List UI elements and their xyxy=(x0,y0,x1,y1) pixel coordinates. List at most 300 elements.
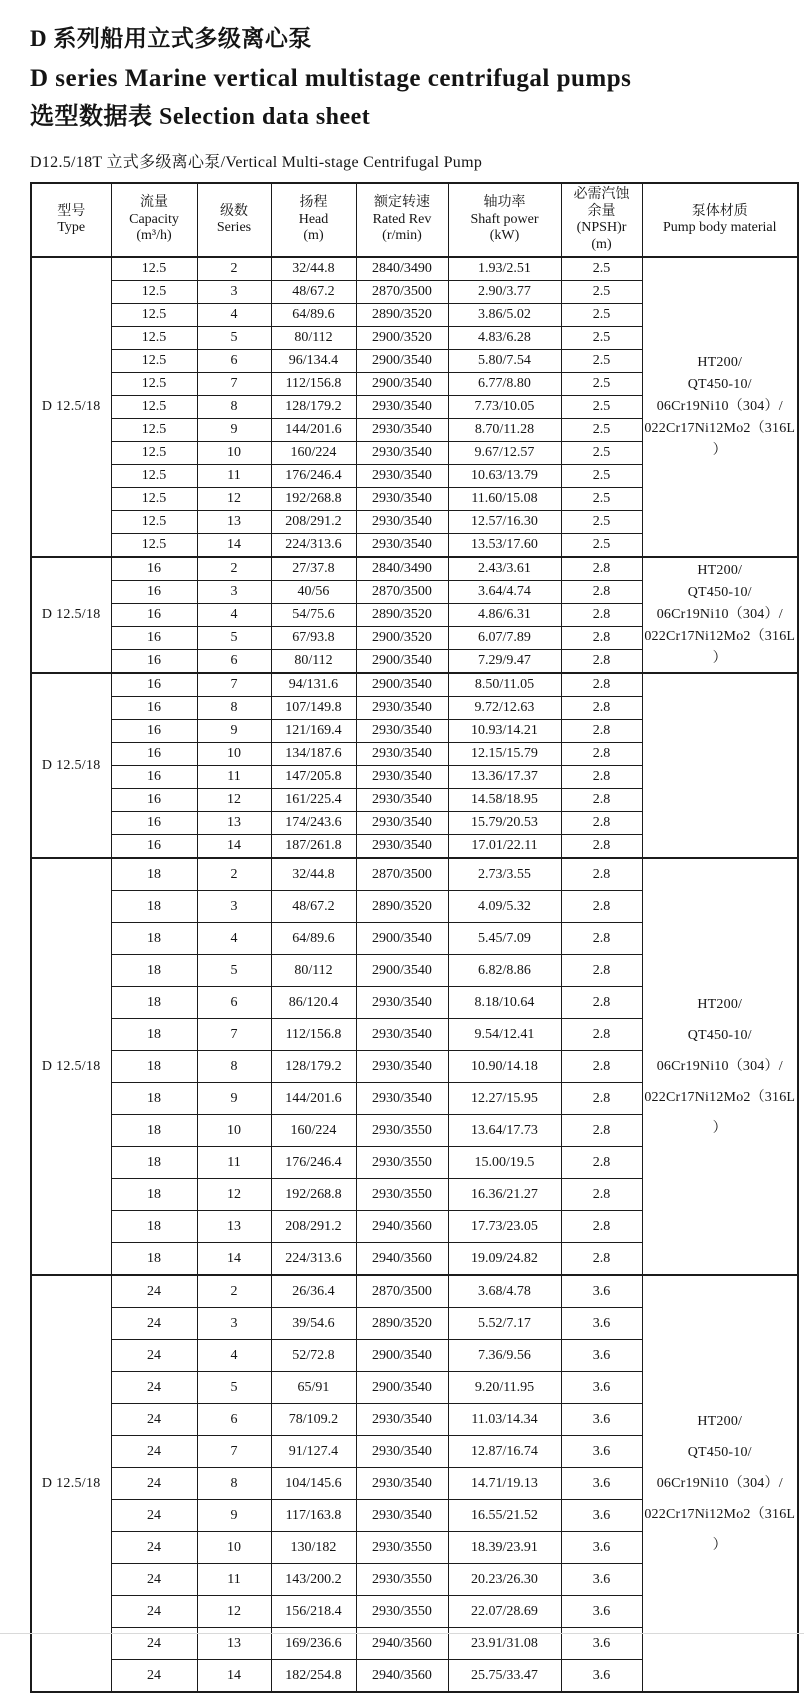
cell-series: 5 xyxy=(197,955,271,987)
cell-shaft-power: 4.83/6.28 xyxy=(448,327,561,350)
cell-capacity: 12.5 xyxy=(111,327,197,350)
material-line: HT200/ xyxy=(697,355,743,370)
cell-capacity: 12.5 xyxy=(111,488,197,511)
cell-rated-rev: 2930/3540 xyxy=(356,1468,448,1500)
cell-shaft-power: 15.79/20.53 xyxy=(448,812,561,835)
cell-series: 11 xyxy=(197,465,271,488)
cell-shaft-power: 22.07/28.69 xyxy=(448,1596,561,1628)
pump-type-cell: D 12.5/18 xyxy=(31,557,111,673)
cell-shaft-power: 3.68/4.78 xyxy=(448,1275,561,1308)
cell-series: 12 xyxy=(197,488,271,511)
pump-type-cell: D 12.5/18 xyxy=(31,858,111,1275)
cell-shaft-power: 12.87/16.74 xyxy=(448,1436,561,1468)
cell-series: 2 xyxy=(197,858,271,891)
cell-capacity: 12.5 xyxy=(111,534,197,558)
cell-rated-rev: 2930/3540 xyxy=(356,743,448,766)
cell-series: 10 xyxy=(197,1115,271,1147)
cell-npsh: 2.8 xyxy=(561,581,642,604)
cell-npsh: 2.5 xyxy=(561,511,642,534)
cell-series: 2 xyxy=(197,557,271,581)
cell-head: 156/218.4 xyxy=(271,1596,356,1628)
cell-rated-rev: 2940/3560 xyxy=(356,1243,448,1276)
material-line: 022Cr17Ni12Mo2（316L xyxy=(644,629,796,644)
cell-capacity: 16 xyxy=(111,650,197,674)
cell-head: 160/224 xyxy=(271,442,356,465)
cell-head: 144/201.6 xyxy=(271,1083,356,1115)
cell-shaft-power: 15.00/19.5 xyxy=(448,1147,561,1179)
cell-series: 12 xyxy=(197,789,271,812)
cell-rated-rev: 2930/3540 xyxy=(356,1500,448,1532)
cell-shaft-power: 16.36/21.27 xyxy=(448,1179,561,1211)
cell-capacity: 24 xyxy=(111,1372,197,1404)
cell-npsh: 2.5 xyxy=(561,396,642,419)
cell-head: 147/205.8 xyxy=(271,766,356,789)
table-caption: D12.5/18T 立式多级离心泵/Vertical Multi-stage Centrifugal Pump xyxy=(30,154,483,171)
table-header xyxy=(31,183,798,257)
cell-series: 6 xyxy=(197,650,271,674)
cell-series: 14 xyxy=(197,835,271,859)
cell-series: 14 xyxy=(197,1243,271,1276)
cell-shaft-power: 5.45/7.09 xyxy=(448,923,561,955)
cell-npsh: 2.8 xyxy=(561,1211,642,1243)
cell-shaft-power: 11.03/14.34 xyxy=(448,1404,561,1436)
cell-shaft-power: 14.71/19.13 xyxy=(448,1468,561,1500)
cell-rated-rev: 2900/3540 xyxy=(356,1340,448,1372)
cell-npsh: 3.6 xyxy=(561,1404,642,1436)
cell-rated-rev: 2930/3550 xyxy=(356,1179,448,1211)
cell-npsh: 2.8 xyxy=(561,1083,642,1115)
cell-rated-rev: 2840/3490 xyxy=(356,557,448,581)
cell-series: 7 xyxy=(197,1436,271,1468)
cell-rated-rev: 2900/3540 xyxy=(356,955,448,987)
cell-head: 80/112 xyxy=(271,327,356,350)
cell-capacity: 16 xyxy=(111,604,197,627)
cell-rated-rev: 2930/3540 xyxy=(356,1051,448,1083)
cell-capacity: 16 xyxy=(111,835,197,859)
cell-shaft-power: 9.72/12.63 xyxy=(448,697,561,720)
cell-capacity: 12.5 xyxy=(111,281,197,304)
cell-shaft-power: 13.53/17.60 xyxy=(448,534,561,558)
cell-shaft-power: 8.70/11.28 xyxy=(448,419,561,442)
cell-npsh: 2.8 xyxy=(561,1243,642,1276)
cell-series: 13 xyxy=(197,1211,271,1243)
cell-rated-rev: 2900/3540 xyxy=(356,373,448,396)
cell-capacity: 16 xyxy=(111,720,197,743)
cell-npsh: 2.8 xyxy=(561,858,642,891)
cell-npsh: 2.8 xyxy=(561,743,642,766)
cell-capacity: 12.5 xyxy=(111,396,197,419)
cell-rated-rev: 2930/3540 xyxy=(356,1404,448,1436)
cell-capacity: 18 xyxy=(111,1147,197,1179)
cell-capacity: 24 xyxy=(111,1628,197,1660)
cell-series: 5 xyxy=(197,1372,271,1404)
cell-head: 26/36.4 xyxy=(271,1275,356,1308)
cell-shaft-power: 6.07/7.89 xyxy=(448,627,561,650)
cell-capacity: 12.5 xyxy=(111,350,197,373)
cell-npsh: 2.8 xyxy=(561,1147,642,1179)
cell-capacity: 24 xyxy=(111,1532,197,1564)
header-row xyxy=(31,183,798,257)
table-row xyxy=(31,1275,798,1308)
col-header-rated-rev: 额定转速 Rated Rev (r/min) xyxy=(356,183,448,257)
cell-rated-rev: 2890/3520 xyxy=(356,1308,448,1340)
cell-rated-rev: 2930/3550 xyxy=(356,1147,448,1179)
cell-capacity: 16 xyxy=(111,581,197,604)
cell-series: 6 xyxy=(197,350,271,373)
cell-rated-rev: 2930/3540 xyxy=(356,488,448,511)
cell-head: 169/236.6 xyxy=(271,1628,356,1660)
cell-head: 64/89.6 xyxy=(271,923,356,955)
cell-series: 4 xyxy=(197,923,271,955)
cell-head: 64/89.6 xyxy=(271,304,356,327)
material-line: QT450-10/ xyxy=(687,377,752,392)
cell-shaft-power: 12.15/15.79 xyxy=(448,743,561,766)
cell-rated-rev: 2930/3540 xyxy=(356,465,448,488)
table-body xyxy=(31,257,798,1692)
cell-npsh: 3.6 xyxy=(561,1436,642,1468)
cell-series: 12 xyxy=(197,1596,271,1628)
cell-head: 176/246.4 xyxy=(271,465,356,488)
cell-head: 80/112 xyxy=(271,650,356,674)
cell-series: 7 xyxy=(197,673,271,697)
cell-head: 78/109.2 xyxy=(271,1404,356,1436)
cell-rated-rev: 2900/3540 xyxy=(356,650,448,674)
cell-shaft-power: 10.93/14.21 xyxy=(448,720,561,743)
cell-capacity: 16 xyxy=(111,789,197,812)
cell-series: 3 xyxy=(197,581,271,604)
cell-shaft-power: 7.29/9.47 xyxy=(448,650,561,674)
page-break-line xyxy=(0,1633,804,1634)
material-cell xyxy=(642,1275,798,1692)
cell-capacity: 12.5 xyxy=(111,465,197,488)
cell-head: 32/44.8 xyxy=(271,858,356,891)
cell-series: 10 xyxy=(197,442,271,465)
material-line: 06Cr19Ni10（304）/ xyxy=(656,399,783,414)
material-cell xyxy=(642,673,798,858)
cell-rated-rev: 2890/3520 xyxy=(356,604,448,627)
cell-head: 65/91 xyxy=(271,1372,356,1404)
material-line: ） xyxy=(712,1538,727,1553)
page-title-en: D series Marine vertical multistage centrifugal pumps xyxy=(30,65,632,92)
cell-head: 40/56 xyxy=(271,581,356,604)
cell-head: 160/224 xyxy=(271,1115,356,1147)
cell-npsh: 2.8 xyxy=(561,604,642,627)
material-line: QT450-10/ xyxy=(687,1028,752,1043)
cell-capacity: 24 xyxy=(111,1660,197,1693)
material-line: 06Cr19Ni10（304）/ xyxy=(656,607,783,622)
cell-head: 187/261.8 xyxy=(271,835,356,859)
cell-capacity: 24 xyxy=(111,1340,197,1372)
cell-capacity: 18 xyxy=(111,1115,197,1147)
cell-head: 104/145.6 xyxy=(271,1468,356,1500)
cell-shaft-power: 5.52/7.17 xyxy=(448,1308,561,1340)
cell-head: 176/246.4 xyxy=(271,1147,356,1179)
table-row xyxy=(31,858,798,891)
cell-rated-rev: 2930/3540 xyxy=(356,1436,448,1468)
cell-series: 9 xyxy=(197,1500,271,1532)
material-line: ） xyxy=(712,651,727,666)
cell-npsh: 2.5 xyxy=(561,304,642,327)
cell-rated-rev: 2930/3550 xyxy=(356,1596,448,1628)
cell-shaft-power: 17.01/22.11 xyxy=(448,835,561,859)
cell-npsh: 2.8 xyxy=(561,557,642,581)
cell-capacity: 18 xyxy=(111,1051,197,1083)
cell-npsh: 2.8 xyxy=(561,1179,642,1211)
cell-shaft-power: 3.64/4.74 xyxy=(448,581,561,604)
table-row xyxy=(31,673,798,697)
material-cell xyxy=(642,257,798,557)
cell-capacity: 18 xyxy=(111,1019,197,1051)
cell-shaft-power: 20.23/26.30 xyxy=(448,1564,561,1596)
material-line: ） xyxy=(712,443,727,458)
cell-series: 9 xyxy=(197,419,271,442)
cell-head: 161/225.4 xyxy=(271,789,356,812)
cell-series: 14 xyxy=(197,534,271,558)
cell-shaft-power: 4.86/6.31 xyxy=(448,604,561,627)
cell-head: 208/291.2 xyxy=(271,511,356,534)
cell-head: 80/112 xyxy=(271,955,356,987)
pump-type-cell: D 12.5/18 xyxy=(31,673,111,858)
cell-capacity: 18 xyxy=(111,1179,197,1211)
cell-npsh: 3.6 xyxy=(561,1596,642,1628)
cell-series: 14 xyxy=(197,1660,271,1693)
cell-rated-rev: 2930/3540 xyxy=(356,697,448,720)
cell-npsh: 2.5 xyxy=(561,419,642,442)
cell-shaft-power: 10.63/13.79 xyxy=(448,465,561,488)
cell-head: 67/93.8 xyxy=(271,627,356,650)
cell-rated-rev: 2930/3540 xyxy=(356,789,448,812)
cell-rated-rev: 2870/3500 xyxy=(356,858,448,891)
cell-shaft-power: 7.36/9.56 xyxy=(448,1340,561,1372)
cell-series: 6 xyxy=(197,1404,271,1436)
cell-rated-rev: 2930/3540 xyxy=(356,396,448,419)
selection-table xyxy=(30,182,799,1693)
cell-npsh: 2.5 xyxy=(561,257,642,281)
cell-head: 117/163.8 xyxy=(271,1500,356,1532)
cell-shaft-power: 17.73/23.05 xyxy=(448,1211,561,1243)
material-line: QT450-10/ xyxy=(687,585,752,600)
cell-capacity: 18 xyxy=(111,1083,197,1115)
cell-head: 86/120.4 xyxy=(271,987,356,1019)
cell-capacity: 16 xyxy=(111,743,197,766)
cell-capacity: 16 xyxy=(111,627,197,650)
cell-rated-rev: 2930/3540 xyxy=(356,419,448,442)
table-row xyxy=(31,557,798,581)
material-cell xyxy=(642,557,798,673)
cell-shaft-power: 2.43/3.61 xyxy=(448,557,561,581)
cell-head: 112/156.8 xyxy=(271,373,356,396)
col-header-material: 泵体材质 Pump body material xyxy=(642,183,798,257)
cell-npsh: 3.6 xyxy=(561,1660,642,1693)
cell-rated-rev: 2930/3540 xyxy=(356,534,448,558)
cell-series: 9 xyxy=(197,1083,271,1115)
material-line: 06Cr19Ni10（304）/ xyxy=(656,1059,783,1074)
cell-npsh: 2.5 xyxy=(561,373,642,396)
cell-capacity: 24 xyxy=(111,1500,197,1532)
cell-series: 8 xyxy=(197,1468,271,1500)
cell-npsh: 2.5 xyxy=(561,442,642,465)
material-cell xyxy=(642,858,798,1275)
cell-head: 91/127.4 xyxy=(271,1436,356,1468)
cell-head: 32/44.8 xyxy=(271,257,356,281)
cell-rated-rev: 2890/3520 xyxy=(356,891,448,923)
cell-shaft-power: 2.73/3.55 xyxy=(448,858,561,891)
cell-rated-rev: 2930/3540 xyxy=(356,1083,448,1115)
cell-capacity: 16 xyxy=(111,673,197,697)
cell-shaft-power: 2.90/3.77 xyxy=(448,281,561,304)
cell-shaft-power: 14.58/18.95 xyxy=(448,789,561,812)
cell-rated-rev: 2840/3490 xyxy=(356,257,448,281)
cell-head: 224/313.6 xyxy=(271,534,356,558)
cell-head: 144/201.6 xyxy=(271,419,356,442)
col-header-type: 型号 Type xyxy=(31,183,111,257)
cell-rated-rev: 2900/3540 xyxy=(356,1372,448,1404)
cell-shaft-power: 5.80/7.54 xyxy=(448,350,561,373)
cell-npsh: 2.8 xyxy=(561,766,642,789)
cell-head: 134/187.6 xyxy=(271,743,356,766)
cell-shaft-power: 9.20/11.95 xyxy=(448,1372,561,1404)
cell-shaft-power: 9.54/12.41 xyxy=(448,1019,561,1051)
page-subtitle: 选型数据表 Selection data sheet xyxy=(30,104,371,130)
cell-series: 3 xyxy=(197,1308,271,1340)
cell-rated-rev: 2930/3540 xyxy=(356,987,448,1019)
cell-rated-rev: 2930/3550 xyxy=(356,1115,448,1147)
cell-series: 11 xyxy=(197,1147,271,1179)
cell-npsh: 3.6 xyxy=(561,1340,642,1372)
cell-series: 4 xyxy=(197,604,271,627)
cell-shaft-power: 3.86/5.02 xyxy=(448,304,561,327)
cell-shaft-power: 25.75/33.47 xyxy=(448,1660,561,1693)
material-line: QT450-10/ xyxy=(687,1445,752,1460)
cell-series: 10 xyxy=(197,743,271,766)
cell-capacity: 24 xyxy=(111,1468,197,1500)
cell-npsh: 2.5 xyxy=(561,465,642,488)
table-row xyxy=(31,257,798,281)
cell-series: 7 xyxy=(197,373,271,396)
cell-npsh: 2.8 xyxy=(561,673,642,697)
cell-shaft-power: 6.77/8.80 xyxy=(448,373,561,396)
cell-capacity: 12.5 xyxy=(111,257,197,281)
cell-shaft-power: 12.27/15.95 xyxy=(448,1083,561,1115)
cell-series: 8 xyxy=(197,697,271,720)
cell-npsh: 2.8 xyxy=(561,1115,642,1147)
cell-rated-rev: 2930/3550 xyxy=(356,1564,448,1596)
cell-rated-rev: 2940/3560 xyxy=(356,1660,448,1693)
cell-shaft-power: 23.91/31.08 xyxy=(448,1628,561,1660)
cell-shaft-power: 10.90/14.18 xyxy=(448,1051,561,1083)
cell-npsh: 2.8 xyxy=(561,720,642,743)
cell-head: 208/291.2 xyxy=(271,1211,356,1243)
cell-rated-rev: 2930/3540 xyxy=(356,511,448,534)
cell-head: 112/156.8 xyxy=(271,1019,356,1051)
cell-series: 3 xyxy=(197,891,271,923)
cell-npsh: 2.8 xyxy=(561,650,642,674)
cell-npsh: 2.5 xyxy=(561,281,642,304)
col-header-npsh: 必需汽蚀 余量 (NPSH)r (m) xyxy=(561,183,642,257)
cell-npsh: 3.6 xyxy=(561,1275,642,1308)
material-line: HT200/ xyxy=(697,1414,743,1429)
cell-shaft-power: 6.82/8.86 xyxy=(448,955,561,987)
cell-capacity: 16 xyxy=(111,557,197,581)
cell-capacity: 24 xyxy=(111,1436,197,1468)
col-header-head: 扬程 Head (m) xyxy=(271,183,356,257)
cell-head: 192/268.8 xyxy=(271,488,356,511)
cell-head: 130/182 xyxy=(271,1532,356,1564)
cell-head: 52/72.8 xyxy=(271,1340,356,1372)
cell-series: 5 xyxy=(197,327,271,350)
cell-head: 48/67.2 xyxy=(271,281,356,304)
page-title-zh: D 系列船用立式多级离心泵 xyxy=(30,26,312,51)
cell-npsh: 2.8 xyxy=(561,1019,642,1051)
cell-shaft-power: 9.67/12.57 xyxy=(448,442,561,465)
cell-npsh: 2.5 xyxy=(561,327,642,350)
cell-series: 13 xyxy=(197,511,271,534)
cell-shaft-power: 11.60/15.08 xyxy=(448,488,561,511)
cell-rated-rev: 2900/3540 xyxy=(356,923,448,955)
cell-head: 121/169.4 xyxy=(271,720,356,743)
cell-shaft-power: 4.09/5.32 xyxy=(448,891,561,923)
material-line: 022Cr17Ni12Mo2（316L xyxy=(644,1090,796,1105)
cell-capacity: 24 xyxy=(111,1564,197,1596)
material-line: HT200/ xyxy=(697,563,743,578)
cell-series: 4 xyxy=(197,1340,271,1372)
material-line: 022Cr17Ni12Mo2（316L xyxy=(644,1507,796,1522)
material-line: HT200/ xyxy=(697,997,743,1012)
cell-series: 9 xyxy=(197,720,271,743)
cell-rated-rev: 2900/3520 xyxy=(356,627,448,650)
cell-rated-rev: 2930/3540 xyxy=(356,766,448,789)
cell-capacity: 18 xyxy=(111,1211,197,1243)
cell-head: 39/54.6 xyxy=(271,1308,356,1340)
cell-capacity: 12.5 xyxy=(111,511,197,534)
cell-series: 13 xyxy=(197,1628,271,1660)
cell-series: 8 xyxy=(197,396,271,419)
cell-capacity: 18 xyxy=(111,891,197,923)
cell-head: 54/75.6 xyxy=(271,604,356,627)
cell-head: 27/37.8 xyxy=(271,557,356,581)
cell-shaft-power: 13.36/17.37 xyxy=(448,766,561,789)
cell-series: 13 xyxy=(197,812,271,835)
cell-npsh: 2.5 xyxy=(561,350,642,373)
cell-series: 3 xyxy=(197,281,271,304)
cell-npsh: 3.6 xyxy=(561,1532,642,1564)
cell-rated-rev: 2900/3540 xyxy=(356,673,448,697)
cell-npsh: 2.8 xyxy=(561,835,642,859)
cell-capacity: 16 xyxy=(111,812,197,835)
cell-rated-rev: 2870/3500 xyxy=(356,581,448,604)
cell-npsh: 2.8 xyxy=(561,955,642,987)
cell-npsh: 3.6 xyxy=(561,1308,642,1340)
cell-npsh: 2.8 xyxy=(561,697,642,720)
cell-shaft-power: 19.09/24.82 xyxy=(448,1243,561,1276)
cell-rated-rev: 2930/3540 xyxy=(356,835,448,859)
pump-type-cell: D 12.5/18 xyxy=(31,257,111,557)
cell-npsh: 2.8 xyxy=(561,812,642,835)
cell-capacity: 18 xyxy=(111,1243,197,1276)
cell-npsh: 3.6 xyxy=(561,1372,642,1404)
cell-shaft-power: 13.64/17.73 xyxy=(448,1115,561,1147)
cell-shaft-power: 18.39/23.91 xyxy=(448,1532,561,1564)
cell-npsh: 2.5 xyxy=(561,534,642,558)
cell-series: 8 xyxy=(197,1051,271,1083)
cell-npsh: 3.6 xyxy=(561,1564,642,1596)
cell-rated-rev: 2870/3500 xyxy=(356,1275,448,1308)
pump-type-cell: D 12.5/18 xyxy=(31,1275,111,1692)
cell-head: 182/254.8 xyxy=(271,1660,356,1693)
cell-series: 2 xyxy=(197,1275,271,1308)
cell-head: 224/313.6 xyxy=(271,1243,356,1276)
cell-series: 11 xyxy=(197,766,271,789)
